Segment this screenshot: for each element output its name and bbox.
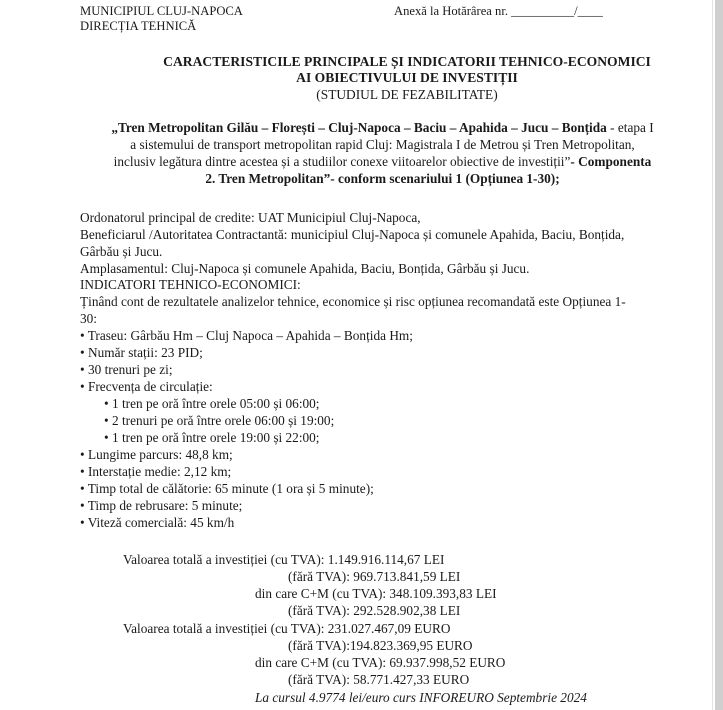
bullet-turnaround-time: • Timp de rebrusare: 5 minute; [80, 498, 243, 513]
recommendation-text-2: 30: [80, 311, 97, 326]
institution-name: MUNICIPIUL CLUJ-NAPOCA [80, 4, 243, 18]
bullet-route: • Traseu: Gârbău Hm – Cluj Napoca – Apahida – Bonțida Hm; [80, 328, 413, 343]
bullet-average-interstation: • Interstație medie: 2,12 km; [80, 464, 232, 479]
exchange-rate-note: La cursul 4.9774 lei/euro curs INFOREURO Septembrie 2024 [255, 690, 587, 705]
cm-lei-with-vat: din care C+M (cu TVA): 348.109.393,83 LEI [255, 586, 497, 601]
page-edge-shadow [712, 0, 713, 710]
beneficiar-text-1: Beneficiarul /Autoritatea Contractantă: municipiul Cluj-Napoca și comunele Apahida, Baciu, Bonțida, [80, 227, 625, 242]
cm-lei-without-vat: (fără TVA): 292.528.902,38 LEI [288, 603, 461, 618]
bullet-frequency-evening: • 1 tren pe oră între orele 19:00 și 22:00; [104, 430, 320, 445]
project-stage: - etapa I [606, 120, 654, 135]
project-line2: a sistemului de transport metropolitan rapid Cluj: Magistrala I de Metrou și Tren Metropolitan, [130, 137, 635, 152]
ordonator-text: Ordonatorul principal de credite: UAT Municipiul Cluj-Napoca, [80, 210, 421, 225]
bullet-frequency: • Frecvența de circulație: [80, 379, 213, 394]
total-investment-lei-without-vat: (fără TVA): 969.713.841,59 LEI [288, 569, 461, 584]
bullet-travel-time: • Timp total de călătorie: 65 minute (1 ora și 5 minute); [80, 481, 374, 496]
bullet-stations: • Număr stații: 23 PID; [80, 345, 203, 360]
project-line1 [76, 120, 689, 137]
bullet-route-length: • Lungime parcurs: 48,8 km; [80, 447, 233, 462]
total-investment-lei-with-vat: Valoarea totală a investiției (cu TVA): 1.149.916.114,67 LEI [123, 552, 445, 567]
project-line3 [76, 154, 689, 171]
bullet-commercial-speed: • Viteză comercială: 45 km/h [80, 515, 235, 530]
page-edge [715, 0, 723, 710]
total-investment-euro-without-vat: (fără TVA):194.823.369,95 EURO [288, 638, 473, 653]
bullet-trains-per-day: • 30 trenuri pe zi; [80, 362, 173, 377]
cm-euro-with-vat: din care C+M (cu TVA): 69.937.998,52 EURO [255, 655, 506, 670]
document-title-line2: AI OBIECTIVULUI DE INVESTIȚII [296, 70, 518, 85]
indicatori-heading: INDICATORI TEHNICO-ECONOMICI: [80, 277, 301, 292]
project-line3-text: inclusiv legătura dintre acestea și a studiilor conexe viitoarelor obiective de investiții” [113, 154, 571, 169]
project-component-label: - Componenta [570, 154, 652, 169]
institution-department: DIRECȚIA TEHNICĂ [80, 19, 197, 33]
document-title-line1: CARACTERISTICILE PRINCIPALE ȘI INDICATORII TEHNICO-ECONOMICI [163, 54, 651, 69]
project-line4: 2. Tren Metropolitan”- conform scenariului 1 (Opțiunea 1-30); [205, 171, 560, 186]
document-subtitle: (STUDIUL DE FEZABILITATE) [316, 87, 498, 102]
total-investment-euro-with-vat: Valoarea totală a investiției (cu TVA): 231.027.467,09 EURO [123, 621, 451, 636]
amplasament-text: Amplasamentul: Cluj-Napoca și comunele Apahida, Baciu, Bonțida, Gârbău și Jucu. [80, 261, 530, 276]
beneficiar-text-2: Gârbău și Jucu. [80, 244, 163, 259]
bullet-frequency-day: • 2 trenuri pe oră între orele 06:00 și 19:00; [104, 413, 335, 428]
bullet-frequency-morning: • 1 tren pe oră între orele 05:00 și 06:00; [104, 396, 320, 411]
cm-euro-without-vat: (fără TVA): 58.771.427,33 EURO [288, 672, 470, 687]
annex-reference: Anexă la Hotărârea nr. __________/____ [394, 4, 603, 18]
project-name: „Tren Metropolitan Gilău – Florești – Cluj-Napoca – Baciu – Apahida – Jucu – Bonțida [111, 120, 607, 135]
recommendation-text-1: Ținând cont de rezultatele analizelor tehnice, economice și risc opțiunea recomandată este Opțiunea 1- [80, 294, 626, 309]
